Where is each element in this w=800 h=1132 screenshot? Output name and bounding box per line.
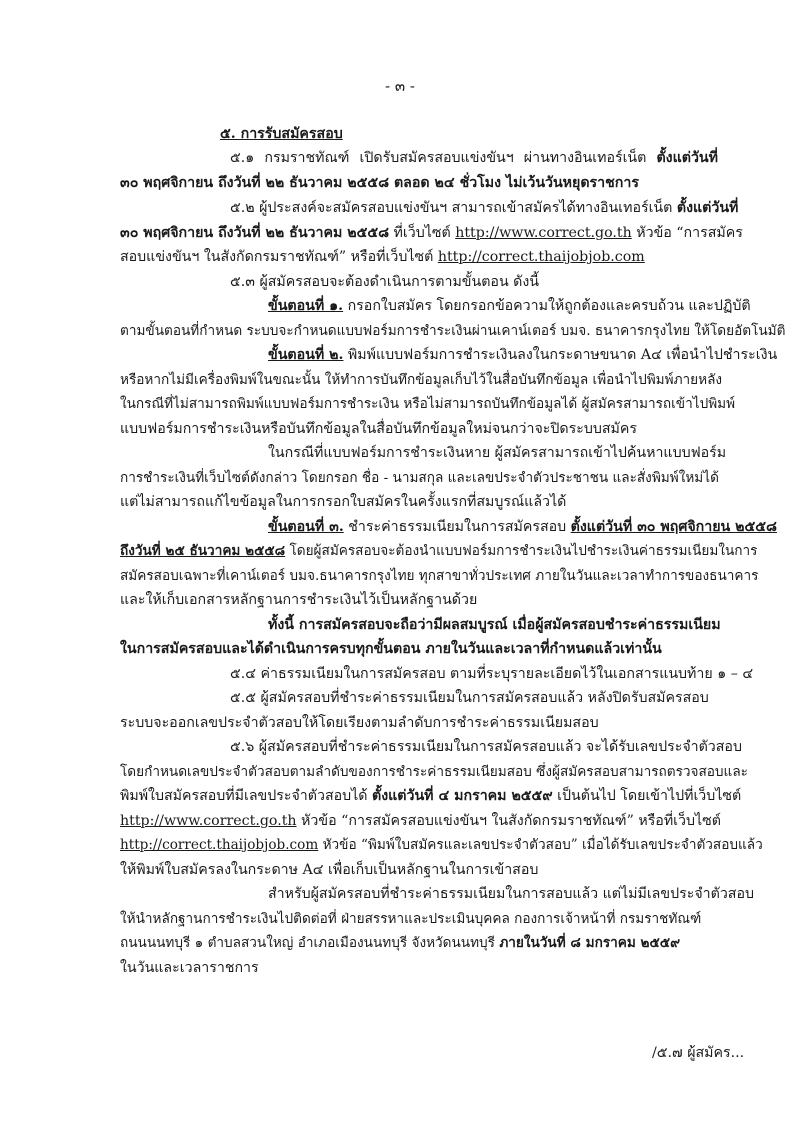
step-1-line-1 xyxy=(268,295,751,317)
text: หัวข้อ “การสมัครสอบแข่งขันฯ ในสังกัดกรมราชทัณฑ์” หรือที่เว็บไซต์ xyxy=(296,813,721,829)
step-label: ขั้นตอนที่ ๓. xyxy=(268,519,344,535)
paragraph-5-1-line-1 xyxy=(120,147,718,169)
paragraph-5-2-line-2 xyxy=(120,222,743,244)
text: ๕.๑ กรมราชทัณฑ์ เปิดรับสมัครสอบแข่งขันฯ ผ่านทางอินเทอร์เน็ต xyxy=(230,150,647,166)
paragraph-5-6-line-1: ๕.๖ ผู้สมัครสอบที่ชำระค่าธรรมเนียมในการสมัครสอบแล้ว จะได้รับเลขประจำตัวสอบ xyxy=(230,739,742,755)
paragraph-5-7-line-2: ให้นำหลักฐานการชำระเงินไปติดต่อที่ ฝ่ายสรรหาและประเมินบุคคล กองการเจ้าหน้าที่ กรมราชทัณฑ์ xyxy=(120,911,702,927)
paragraph-5-2-line-3 xyxy=(120,246,645,268)
text: สอบแข่งขันฯ ในสังกัดกรมราชทัณฑ์” หรือที่เว็บไซต์ xyxy=(120,249,438,265)
step-label: ขั้นตอนที่ ๒. xyxy=(268,347,344,363)
page-number: - ๓ - xyxy=(385,77,415,95)
step-2-line-3: ในกรณีที่ไม่สามารถพิมพ์แบบฟอร์มการชำระเงิน หรือไม่สามารถบันทึกข้อมูลได้ ผู้สมัครสามารถเข้าไปพิมพ์ xyxy=(120,396,736,412)
paragraph-5-3: ๕.๓ ผู้สมัครสอบจะต้องดำเนินการตามขั้นตอน ดังนี้ xyxy=(230,274,539,290)
step-2-line-1 xyxy=(268,344,777,366)
text: ถนนนนทบุรี ๑ ตำบลสวนใหญ่ อำเภอเมืองนนทบุรี จังหวัดนนทบุรี xyxy=(120,935,500,951)
step-1-line-2: ตามขั้นตอนที่กำหนด ระบบจะกำหนดแบบฟอร์มการชำระเงินผ่านเคาน์เตอร์ บมจ. ธนาคารกรุงไทย ให้โดยอัตโนมัติ xyxy=(120,323,786,339)
section-title: ๕. การรับสมัครสอบ xyxy=(220,126,343,142)
text: หัวข้อ “พิมพ์ใบสมัครและเลขประจำตัวสอบ” เมื่อได้รับเลขประจำตัวสอบแล้ว xyxy=(318,837,763,853)
step-2-line-4: แบบฟอร์มการชำระเงินหรือบันทึกข้อมูลในสื่อบันทึกข้อมูลใหม่จนกว่าจะปิดระบบสมัคร xyxy=(120,421,637,437)
notice-line-2: ในการสมัครสอบและได้ดำเนินการครบทุกขั้นตอน ภายในวันและเวลาที่กำหนดแล้วเท่านั้น xyxy=(120,641,662,657)
paragraph-5-4: ๕.๔ ค่าธรรมเนียมในการสมัครสอบ ตามที่ระบุรายละเอียดไว้ในเอกสารแนบท้าย ๑ – ๔ xyxy=(230,666,754,682)
step-2-line-7: แต่ไม่สามารถแก้ไขข้อมูลในการกรอกใบสมัครในครั้งแรกที่สมบูรณ์แล้วได้ xyxy=(120,494,567,510)
date-text: ถึงวันที่ ๒๕ ธันวาคม ๒๕๕๘ xyxy=(120,543,286,559)
text: หัวข้อ “การสมัคร xyxy=(631,225,743,241)
text: โดยผู้สมัครสอบจะต้องนำแบบฟอร์มการชำระเงินไปชำระเงินค่าธรรมเนียมในการ xyxy=(285,543,758,559)
text: ชำระค่าธรรมเนียมในการสมัครสอบ xyxy=(343,519,571,535)
page-footer-continuation: /๕.๗ ผู้สมัคร... xyxy=(652,1045,745,1061)
text: กรอกใบสมัคร โดยกรอกข้อความให้ถูกต้องและครบถ้วน และปฏิบัติ xyxy=(343,298,751,314)
paragraph-5-6-line-6: ให้พิมพ์ใบสมัครลงในกระดาษ A๔ เพื่อเก็บเป็นหลักฐานในการเข้าสอบ xyxy=(120,862,539,878)
text: พิมพ์ใบสมัครสอบที่มีเลขประจำตัวสอบได้ xyxy=(120,788,372,804)
paragraph-5-6-line-4 xyxy=(120,810,721,832)
paragraph-5-5-line-2: ระบบจะออกเลขประจำตัวสอบให้โดยเรียงตามลำดับการชำระค่าธรรมเนียมสอบ xyxy=(120,715,599,731)
paragraph-5-2-line-1 xyxy=(120,197,739,219)
notice-line-1: ทั้งนี้ การสมัครสอบจะถือว่ามีผลสมบูรณ์ เมื่อผู้สมัครสอบชำระค่าธรรมเนียม xyxy=(268,617,721,633)
website-link[interactable]: http://www.correct.go.th xyxy=(455,225,632,241)
step-2-line-6: การชำระเงินที่เว็บไซต์ดังกล่าว โดยกรอก ชื่อ - นามสกุล และเลขประจำตัวประชาชน และสั่งพิมพ์ใหม่ได้ xyxy=(120,470,719,486)
website-link[interactable]: http://correct.thaijobjob.com xyxy=(120,837,319,853)
step-label: ขั้นตอนที่ ๑. xyxy=(268,298,344,314)
paragraph-5-5-line-1: ๕.๕ ผู้สมัครสอบที่ชำระค่าธรรมเนียมในการสมัครสอบแล้ว หลังปิดรับสมัครสอบ xyxy=(230,690,709,706)
text: ๕.๒ ผู้ประสงค์จะสมัครสอบแข่งขันฯ สามารถเข้าสมัครได้ทางอินเทอร์เน็ต xyxy=(230,200,673,216)
step-3-line-1 xyxy=(268,516,777,538)
step-2-line-5: ในกรณีที่แบบฟอร์มการชำระเงินหาย ผู้สมัครสามารถเข้าไปค้นหาแบบฟอร์ม xyxy=(268,445,727,461)
paragraph-5-6-line-3 xyxy=(120,785,741,807)
paragraph-5-7-line-4: ในวันและเวลาราชการ xyxy=(120,960,259,976)
date-text: ๓๐ พฤศจิกายน ถึงวันที่ ๒๒ ธันวาคม ๒๕๕๘ xyxy=(120,225,390,241)
date-text: ตั้งแต่วันที่ ๔ มกราคม ๒๕๕๙ xyxy=(372,788,553,804)
paragraph-5-6-line-5 xyxy=(120,834,763,856)
date-text: ตั้งแต่วันที่ ๓๐ พฤศจิกายน ๒๕๕๘ xyxy=(570,519,777,535)
step-2-line-2: หรือหากไม่มีเครื่องพิมพ์ในขณะนั้น ให้ทำการบันทึกข้อมูลเก็บไว้ในสื่อบันทึกข้อมูล เพื่อนำไปพิมพ์ภายหลัง xyxy=(120,372,723,388)
paragraph-5-7-line-3 xyxy=(120,932,680,954)
paragraph-5-6-line-2: โดยกำหนดเลขประจำตัวสอบตามลำดับของการชำระค่าธรรมเนียมสอบ ซึ่งผู้สมัครสอบสามารถตรวจสอบและ xyxy=(120,764,748,780)
step-3-line-3: สมัครสอบเฉพาะที่เคาน์เตอร์ บมจ.ธนาคารกรุงไทย ทุกสาขาทั่วประเทศ ภายในวันและเวลาทำการของธนาคาร xyxy=(120,568,759,584)
website-link[interactable]: http://correct.thaijobjob.com xyxy=(437,249,645,265)
website-link[interactable]: http://www.correct.go.th xyxy=(120,813,297,829)
text: ที่เว็บไซต์ xyxy=(389,225,456,241)
text: เป็นต้นไป โดยเข้าไปที่เว็บไซต์ xyxy=(552,788,742,804)
step-3-line-2 xyxy=(120,540,757,562)
date-text: ตั้งแต่วันที่ xyxy=(656,150,718,166)
date-text: ภายในวันที่ ๘ มกราคม ๒๕๕๙ xyxy=(499,935,681,951)
paragraph-5-7-line-1: สำหรับผู้สมัครสอบที่ชำระค่าธรรมเนียมในการสอบแล้ว แต่ไม่มีเลขประจำตัวสอบ xyxy=(268,886,754,902)
step-3-line-4: และให้เก็บเอกสารหลักฐานการชำระเงินไว้เป็นหลักฐานด้วย xyxy=(120,592,478,608)
date-text: ตั้งแต่วันที่ xyxy=(676,200,739,216)
paragraph-5-1-line-2: ๓๐ พฤศจิกายน ถึงวันที่ ๒๒ ธันวาคม ๒๕๕๘ ตลอด ๒๔ ชั่วโมง ไม่เว้นวันหยุดราชการ xyxy=(120,175,639,191)
text: พิมพ์แบบฟอร์มการชำระเงินลงในกระดาษขนาด A๔ เพื่อนำไปชำระเงิน xyxy=(343,347,778,363)
